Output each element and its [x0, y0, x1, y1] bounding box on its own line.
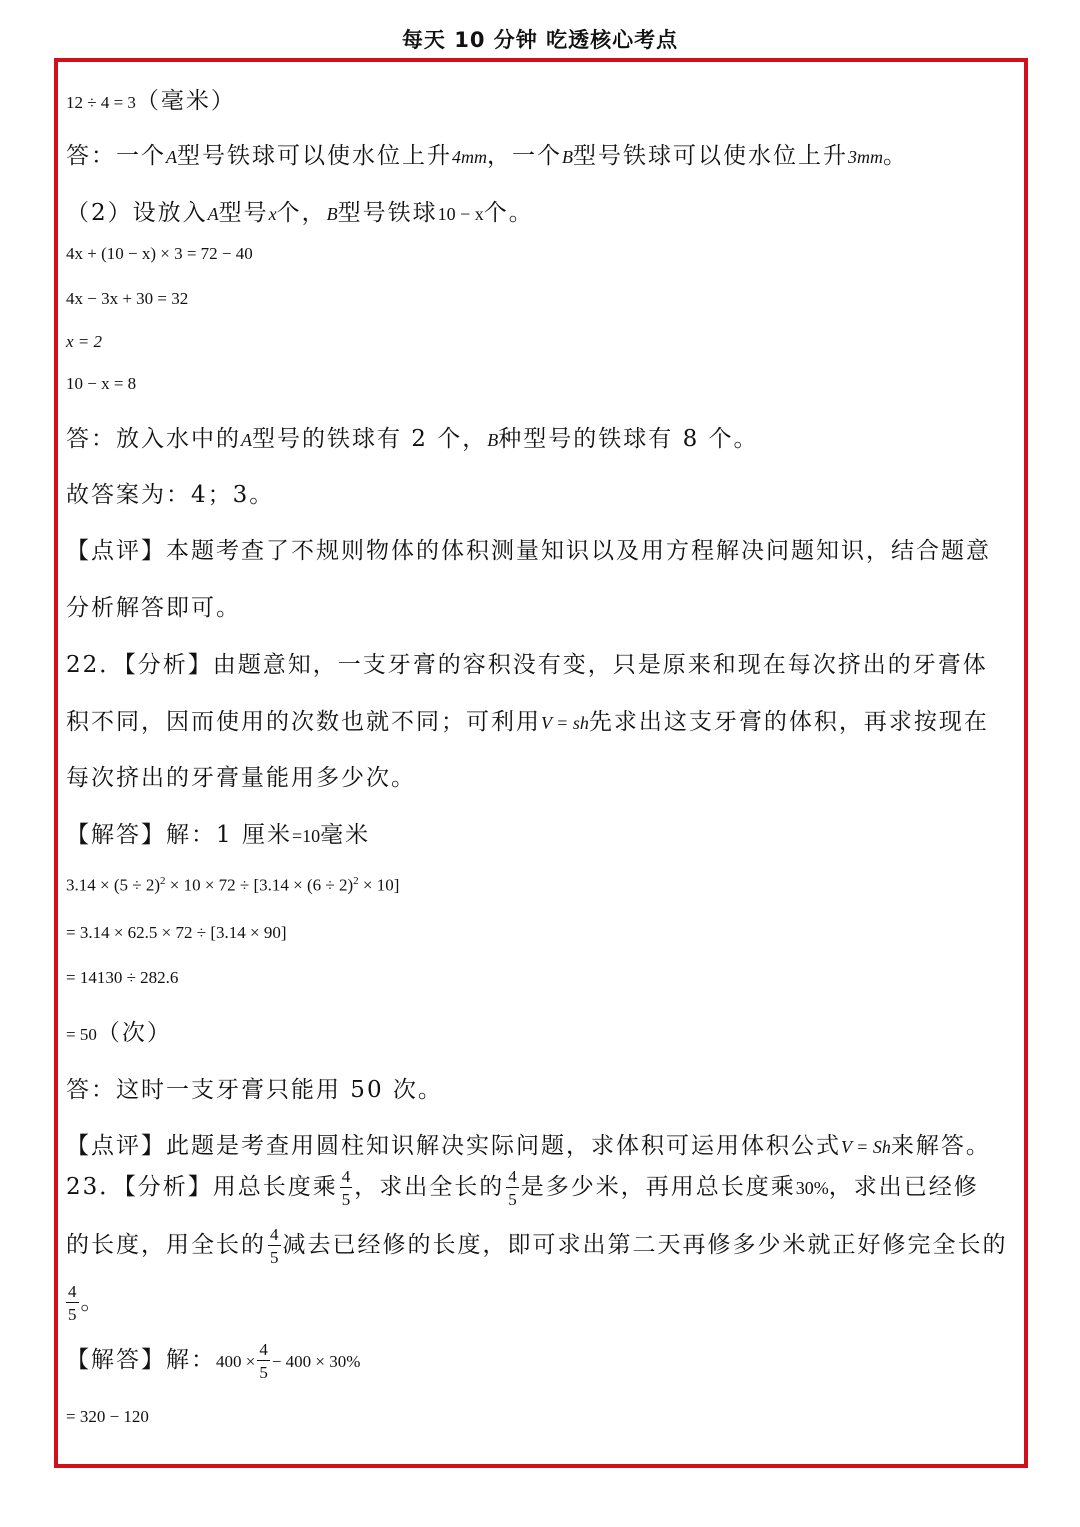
equation-5: $3.14 \times (5 \div 2)^2 \times 10 \times 72 \div [3.14 \times (6 \div 2)^2 \times 10]$ [66, 875, 400, 895]
line-q23-analysis-2: 的长度，用全长的 $\frac{4}{5}$ 减去已经修的长度，即可求出第二天再修多少米就正好修完全长的 [66, 1225, 1008, 1267]
line-comment-2: 分析解答即可。 [66, 595, 241, 621]
line-comment-1: 【点评】本题考查了不规则物体的体积测量知识以及用方程解决问题知识，结合题意 [66, 538, 991, 564]
line-q22-analysis-3: 每次挤出的牙膏量能用多少次。 [66, 765, 416, 791]
line-3: （2）设放入A型号x个，B型号铁球10 − x个。 [66, 200, 534, 226]
line-q23-analysis-3: $\frac{4}{5}$ 。 [68, 1282, 106, 1324]
equation-6: = 3.14 × 62.5 × 72 ÷ [3.14 × 90] [66, 923, 287, 942]
fraction: $\frac{4}{5}$ [270, 1225, 279, 1267]
fraction: $\frac{4}{5}$ [68, 1282, 77, 1324]
fraction: $\frac{4}{5}$ [341, 1167, 351, 1209]
line-q22-solution: 【解答】解：1 厘米=10毫米 [66, 822, 371, 848]
line-q22-comment: 【点评】此题是考查用圆柱知识解决实际问题，求体积可运用体积公式V = Sh来解答。 [66, 1133, 991, 1159]
line-q22-analysis-2: 积不同，因而使用的次数也就不同；可利用V = sh先求出这支牙膏的体积，再求按现在 [66, 709, 989, 735]
line-q22-analysis-1: 22．【分析】由题意知，一支牙膏的容积没有变，只是原来和现在每次挤出的牙膏体 [66, 652, 988, 678]
equation-9: = 320 − 120 [66, 1407, 149, 1426]
equation-2: 4x − 3x + 30 = 32 [66, 289, 189, 308]
line-q22-answer: 答：这时一支牙膏只能用 50 次。 [66, 1077, 443, 1103]
line-final-answer: 故答案为：4；3。 [66, 482, 275, 508]
line-q23-analysis-1: 23．【分析】用总长度乘 $\frac{4}{5}$ ，求出全长的 $\frac{4}{5}$ 是多少米，再用总长度乘30%，求出已经修 [66, 1167, 979, 1209]
line-1: 12 ÷ 4 = 3（毫米） [66, 88, 236, 114]
fraction: $\frac{4}{5}$ [508, 1167, 517, 1209]
equation-7: = 14130 ÷ 282.6 [66, 968, 179, 987]
fraction: $\frac{4}{5}$ [259, 1340, 268, 1382]
line-2: 答：一个A型号铁球可以使水位上升4mm，一个B型号铁球可以使水位上升3mm。 [66, 143, 908, 169]
line-q23-solution: 【解答】解：400 × $\frac{4}{5}$ − 400 × 30% [66, 1340, 361, 1382]
equation-4: 10 − x = 8 [66, 374, 137, 393]
equation-8: = 50（次） [66, 1020, 172, 1046]
line-answer-1: 答：放入水中的A型号的铁球有 2 个，B种型号的铁球有 8 个。 [66, 426, 759, 452]
equation-3: x = 2 [66, 332, 103, 351]
equation-1: 4x + (10 − x) × 3 = 72 − 40 [66, 244, 253, 263]
page-header: 每天 10 分钟 吃透核心考点 [401, 28, 679, 52]
